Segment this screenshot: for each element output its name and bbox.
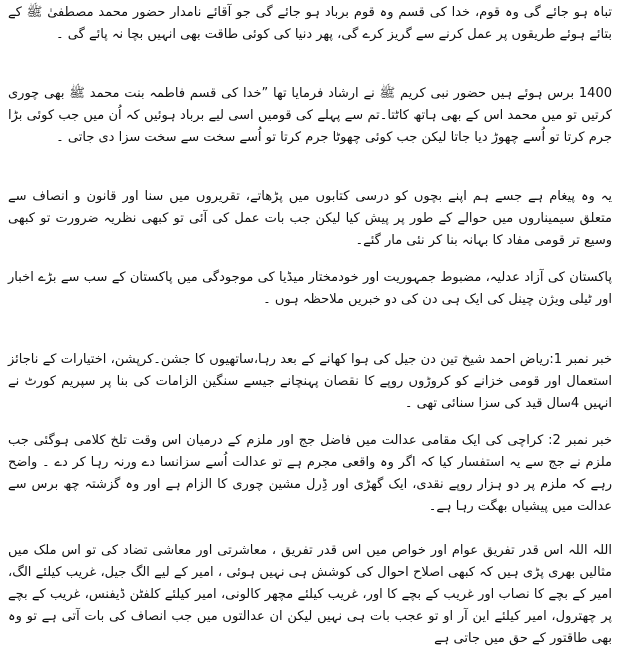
paragraph-2: 1400 برس ہوئے ہیں حضور نبی کریم ﷺ نے ارشاد فرمایا تھا ”خدا کی قسم فاطمہ بنت محمد ﷺ بھی چوری کرتیں تو میں محمد اس کے بھی ہاتھ کاٹتا۔تم سے پہلے کی قومیں اسی لیے برباد ہوئیں کہ اُن میں جب کوئی بڑا جرم کرتا تو اُسے چھوڑ دیا جاتا لیکن جب کوئی چھوٹا جرم کرتا تو اُسے سخت سے سخت سزا دی جاتی ۔ [8, 86, 612, 145]
paragraph-4: پاکستان کی آزاد عدلیہ، مضبوط جمہوریت اور خودمختار میڈیا کی موجودگی میں پاکستان کے سب سے بڑے اخبار اور ٹیلی ویژن چینل کی ایک ہی دن کی دو خبریں ملاحظہ ہوں ۔ [8, 270, 612, 307]
paragraph-3: یہ وہ پیغام ہے جسے ہم اپنے بچوں کو درسی کتابوں میں پڑھاتے، تقریروں میں سنا اور قانون و انصاف سے متعلق سیمیناروں میں حوالے کے طور پر پیش کیا لیکن جب بات عمل کی آئی تو کبھی نظریہ ضرورت تو کبھی وسیع تر قومی مفاد کا بہانہ بنا کر نئی مار گئے۔ [8, 189, 612, 248]
paragraph-6: خبر نمبر 2: کراچی کی ایک مقامی عدالت میں فاضل جج اور ملزم کے درمیان اس وقت تلخ کلامی ہوگئی جب ملزم نے جج سے یہ استفسار کیا کہ اگر وہ واقعی مجرم ہے تو عدالت اُسے سزانسا دے ورنہ رہا کر دے ۔ واضح رہے کہ ملزم پر دو ہزار روپے نقدی، ایک گھڑی اور ڈِرل مشین چوری کا الزام ہے اور وہ گزشتہ چھ برس سے عدالت میں پیشیاں بھگت رہا ہے۔ [8, 433, 612, 514]
paragraph-5: خبر نمبر 1:ریاض احمد شیخ تین دن جیل کی ہوا کھانے کے بعد رہا،ساتھیوں کا جشن۔کرپشن، اختیارات کے ناجائز استعمال اور قومی خزانے کو کروڑوں روپے کا نقصان پہنچانے جیسے سنگین الزامات کی بنا پر سپریم کورٹ نے انہیں 4سال قید کی سزا سنائی تھی ۔ [8, 352, 612, 411]
paragraph-1: تباہ ہو جائے گی وہ قوم، خدا کی قسم وہ قوم برباد ہو جائے گی جو آقائے نامدار حضور محمد مصطفیٰ ﷺ کے بتائے ہوئے طریقوں پر عمل کرنے سے گریز کرے گی، پھر دنیا کی کوئی طاقت بھی انہیں بچا نہ پائے گی ۔ [8, 5, 612, 42]
paragraph-7: اللہ اللہ اس قدر تفریق عوام اور خواص میں اس قدر تفریق ، معاشرتی اور معاشی تضاد کی تو اس ملک میں مثالیں بھری پڑی ہیں کہ کبھی اصلاح احوال کی کوشش ہی نہیں ہوئی ، امیر کے لیے الگ جیل، غریب کیلئے الگ، امیر کے بچے کا نصاب اور غریب کے بچے کا اور، غریب کیلئے مچھر کالونی، امیر کیلئے کلفٹن ڈیفنس، غریب کے بچے پر چھترول، امیر کیلئے این آر او تو عجب بات ہی نہیں لیکن ان عدالتوں میں جب انصاف کی بات آتی ہے تو وہ بھی طاقتور کے حق میں جاتی ہے [8, 543, 612, 646]
